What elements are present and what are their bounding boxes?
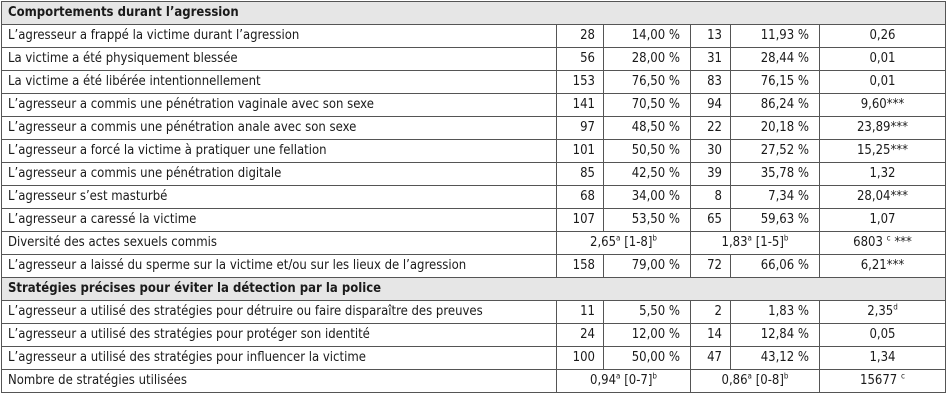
group2-count: 47 [691, 347, 731, 370]
test-statistic: 2,35$^d$ [820, 301, 946, 324]
group2-percent: 27,52 % [731, 140, 820, 163]
footnote-marker: b [783, 233, 789, 243]
group1-count: 28 [557, 25, 604, 48]
test-statistic: 6,21*** [820, 255, 946, 278]
test-statistic: 0,26 [820, 25, 946, 48]
test-statistic: 1,34 [820, 347, 946, 370]
group1-mean: 2,65 [590, 235, 617, 250]
table-row [2, 324, 946, 347]
table-row [2, 140, 946, 163]
group2-percent: 1,83 % [731, 301, 820, 324]
table-row [2, 163, 946, 186]
test-statistic: 0,05 [820, 324, 946, 347]
row-label: L’agresseur a forcé la victime à pratiquer une fellation [2, 140, 557, 163]
test-statistic: 23,89*** [820, 117, 946, 140]
footnote-marker: b [652, 371, 657, 381]
group1-percent: 76,50 % [604, 71, 691, 94]
group2-count: 72 [691, 255, 731, 278]
test-statistic: 15,25*** [820, 140, 946, 163]
test-statistic: 6803 $^c$ *** [820, 232, 946, 255]
table-row [2, 94, 946, 117]
group1-count: 141 [557, 94, 604, 117]
group1-range: [0-7] [624, 373, 653, 388]
row-label: L’agresseur a utilisé des stratégies pour protéger son identité [2, 324, 557, 347]
group2-range: [1-5] [755, 235, 784, 250]
group1-percent: 14,00 % [604, 25, 691, 48]
table-row [2, 186, 946, 209]
section-title-behaviours: Comportements durant l’agression [2, 2, 946, 25]
results-table [1, 1, 946, 393]
row-label: L’agresseur a caressé la victime [2, 209, 557, 232]
group1-percent: 50,50 % [604, 140, 691, 163]
group2-count: 22 [691, 117, 731, 140]
table-row [2, 209, 946, 232]
group1-percent: 42,50 % [604, 163, 691, 186]
group1-percent: 79,00 % [604, 255, 691, 278]
footnote-marker: c [900, 371, 905, 381]
group1-count: 158 [557, 255, 604, 278]
group2-percent: 43,12 % [731, 347, 820, 370]
group2-mean: 1,83 [721, 235, 748, 250]
table-row [2, 25, 946, 48]
row-label: L’agresseur a commis une pénétration anale avec son sexe [2, 117, 557, 140]
footnote-marker: b [652, 233, 657, 243]
row-label: L’agresseur s’est masturbé [2, 186, 557, 209]
group1-mean-range [557, 232, 691, 255]
group1-count: 100 [557, 347, 604, 370]
group2-percent: 66,06 % [731, 255, 820, 278]
group2-percent: 20,18 % [731, 117, 820, 140]
group1-count: 24 [557, 324, 604, 347]
footnote-marker: a [616, 371, 621, 381]
row-label: La victime a été libérée intentionnellement [2, 71, 557, 94]
test-statistic: 1,32 [820, 163, 946, 186]
group1-percent: 34,00 % [604, 186, 691, 209]
table-row [2, 117, 946, 140]
group2-percent: 86,24 % [731, 94, 820, 117]
summary-row [2, 370, 946, 393]
group2-percent: 11,93 % [731, 25, 820, 48]
footnote-marker: a [616, 233, 621, 243]
group1-mean: 0,94 [590, 373, 617, 388]
group1-count: 101 [557, 140, 604, 163]
test-statistic: 28,04*** [820, 186, 946, 209]
group1-count: 107 [557, 209, 604, 232]
table-row [2, 301, 946, 324]
table-row [2, 347, 946, 370]
group1-percent: 5,50 % [604, 301, 691, 324]
group2-mean: 0,86 [721, 373, 748, 388]
test-statistic: 0,01 [820, 48, 946, 71]
group1-percent: 28,00 % [604, 48, 691, 71]
row-label: L’agresseur a utilisé des stratégies pour influencer la victime [2, 347, 557, 370]
group1-count: 85 [557, 163, 604, 186]
group2-percent: 35,78 % [731, 163, 820, 186]
row-label: La victime a été physiquement blessée [2, 48, 557, 71]
row-label: L’agresseur a utilisé des stratégies pour détruire ou faire disparaître des preuves [2, 301, 557, 324]
footnote-marker: a [747, 233, 752, 243]
group1-percent: 48,50 % [604, 117, 691, 140]
row-label: Nombre de stratégies utilisées [2, 370, 557, 393]
row-label: L’agresseur a frappé la victime durant l’agression [2, 25, 557, 48]
group2-count: 30 [691, 140, 731, 163]
group2-count: 94 [691, 94, 731, 117]
group2-percent: 7,34 % [731, 186, 820, 209]
group1-percent: 12,00 % [604, 324, 691, 347]
group2-mean-range [691, 232, 820, 255]
group1-count: 56 [557, 48, 604, 71]
group1-count: 11 [557, 301, 604, 324]
group2-count: 31 [691, 48, 731, 71]
group2-range: [0-8] [755, 373, 784, 388]
table-row [2, 255, 946, 278]
group1-percent: 50,00 % [604, 347, 691, 370]
footnote-marker: c [886, 233, 891, 243]
group1-range: [1-8] [624, 235, 653, 250]
table-row [2, 71, 946, 94]
group2-count: 13 [691, 25, 731, 48]
group2-percent: 59,63 % [731, 209, 820, 232]
group2-count: 83 [691, 71, 731, 94]
row-label: L’agresseur a commis une pénétration vaginale avec son sexe [2, 94, 557, 117]
section-title-strategies: Stratégies précises pour éviter la détection par la police [2, 278, 946, 301]
test-statistic: 0,01 [820, 71, 946, 94]
group2-count: 65 [691, 209, 731, 232]
footnote-marker: a [747, 371, 752, 381]
footnote-marker: b [783, 371, 789, 381]
test-statistic: 1,07 [820, 209, 946, 232]
group1-count: 153 [557, 71, 604, 94]
section-header-row [2, 2, 946, 25]
group2-percent: 28,44 % [731, 48, 820, 71]
group2-count: 8 [691, 186, 731, 209]
group1-percent: 70,50 % [604, 94, 691, 117]
group2-count: 2 [691, 301, 731, 324]
row-label: Diversité des actes sexuels commis [2, 232, 557, 255]
group1-mean-range [557, 370, 691, 393]
group2-percent: 76,15 % [731, 71, 820, 94]
table-row [2, 48, 946, 71]
group1-percent: 53,50 % [604, 209, 691, 232]
row-label: L’agresseur a commis une pénétration digitale [2, 163, 557, 186]
group1-count: 97 [557, 117, 604, 140]
summary-row [2, 232, 946, 255]
test-statistic: 15677 $^c$ [820, 370, 946, 393]
row-label: L’agresseur a laissé du sperme sur la victime et/ou sur les lieux de l’agression [2, 255, 557, 278]
group2-mean-range [691, 370, 820, 393]
group2-percent: 12,84 % [731, 324, 820, 347]
group2-count: 14 [691, 324, 731, 347]
group2-count: 39 [691, 163, 731, 186]
test-statistic: 9,60*** [820, 94, 946, 117]
section-header-row [2, 278, 946, 301]
footnote-marker: d [893, 302, 898, 312]
group1-count: 68 [557, 186, 604, 209]
